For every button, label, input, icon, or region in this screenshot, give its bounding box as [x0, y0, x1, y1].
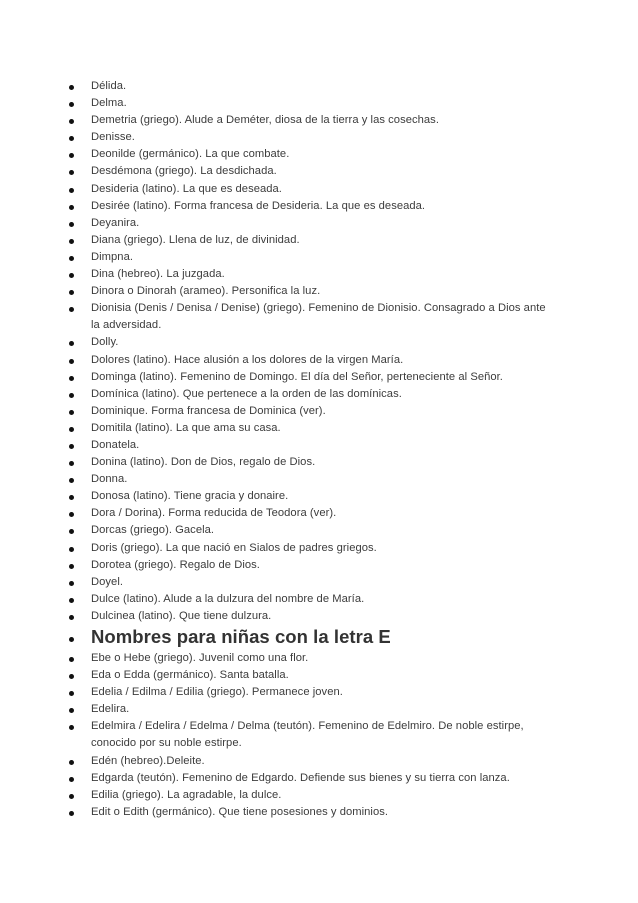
list-item-text: Edilia (griego). La agradable, la dulce.: [91, 788, 282, 801]
list-item-text: Dorotea (griego). Regalo de Dios.: [91, 558, 260, 571]
bullet-dot-icon: [69, 615, 74, 620]
list-item-text: Dominique. Forma francesa de Dominica (ver).: [91, 404, 326, 417]
bullet-dot-icon: [69, 495, 74, 500]
list-item-text: Edén (hebreo).Deleite.: [91, 754, 205, 767]
list-item: [68, 701, 548, 718]
list-item: [68, 215, 548, 232]
list-item-text: Dionisia (Denis / Denisa / Denise) (griego). Femenino de Dionisio. Consagrado a Dios ante la adversidad.: [91, 302, 546, 332]
list-item-text: Edgarda (teutón). Femenino de Edgardo. Defiende sus bienes y su tierra con lanza.: [91, 771, 510, 784]
list-item-text: Dorcas (griego). Gacela.: [91, 524, 215, 537]
bullet-dot-icon: [69, 637, 74, 642]
list-item-text: Denisse.: [91, 131, 135, 144]
list-item-text: Desideria (latino). La que es deseada.: [91, 182, 282, 195]
bullet-dot-icon: [69, 657, 74, 662]
bullet-dot-icon: [69, 85, 74, 90]
list-item-text: Ebe o Hebe (griego). Juvenil como una flor.: [91, 652, 309, 664]
list-item: [68, 667, 548, 684]
list-item: [68, 129, 548, 146]
list-item: [68, 540, 548, 557]
list-item: [68, 232, 548, 249]
list-item-text: Edit o Edith (germánico). Que tiene posesiones y dominios.: [91, 805, 389, 818]
list-item-text: Donna.: [91, 473, 128, 486]
bullet-dot-icon: [69, 410, 74, 415]
list-item: [68, 437, 548, 454]
bullet-dot-icon: [69, 444, 74, 449]
bullet-dot-icon: [69, 307, 74, 312]
list-item: [68, 403, 548, 420]
list-item: [68, 522, 548, 539]
bullet-dot-icon: [69, 376, 74, 381]
bullet-dot-icon: [69, 777, 74, 782]
section-heading-item: [68, 626, 548, 648]
list-item: [68, 454, 548, 471]
list-item-text: Dolly.: [91, 336, 119, 349]
bullet-dot-icon: [69, 581, 74, 586]
list-item: [68, 787, 548, 804]
list-item: [68, 574, 548, 591]
list-item: [68, 352, 548, 369]
bullet-dot-icon: [69, 547, 74, 552]
bullet-dot-icon: [69, 119, 74, 124]
bullet-dot-icon: [69, 256, 74, 261]
list-item: [68, 608, 548, 625]
bullet-dot-icon: [69, 691, 74, 696]
list-item: [68, 249, 548, 266]
bullet-dot-icon: [69, 341, 74, 346]
list-item-text: Edelmira / Edelira / Edelma / Delma (teutón). Femenino de Edelmiro. De noble estirpe, conocido por su noble estirpe.: [91, 720, 524, 750]
list-item-text: Délida.: [91, 80, 127, 92]
list-item-text: Deyanira.: [91, 216, 140, 229]
bullet-dot-icon: [69, 598, 74, 603]
bullet-dot-icon: [69, 427, 74, 432]
list-item-text: Demetria (griego). Alude a Deméter, diosa de la tierra y las cosechas.: [91, 114, 439, 127]
bullet-dot-icon: [69, 760, 74, 765]
list-item-text: Dimpna.: [91, 250, 134, 263]
bullet-dot-icon: [69, 461, 74, 466]
list-item: [68, 146, 548, 163]
list-item-text: Edelira.: [91, 703, 130, 716]
bullet-dot-icon: [69, 674, 74, 679]
bullet-dot-icon: [69, 239, 74, 244]
bullet-dot-icon: [69, 359, 74, 364]
list-item-text: Dora / Dorina). Forma reducida de Teodora (ver).: [91, 507, 337, 520]
list-item: [68, 505, 548, 522]
list-item: [68, 471, 548, 488]
list-item: [68, 300, 548, 334]
list-item-text: Dominga (latino). Femenino de Domingo. El día del Señor, perteneciente al Señor.: [91, 370, 503, 383]
bullet-dot-icon: [69, 512, 74, 517]
list-item: [68, 650, 548, 667]
list-item-text: Dina (hebreo). La juzgada.: [91, 268, 225, 281]
bullet-dot-icon: [69, 529, 74, 534]
list-item-text: Deonilde (germánico). La que combate.: [91, 148, 290, 161]
list-item: [68, 420, 548, 437]
bullet-dot-icon: [69, 188, 74, 193]
list-item-text: Dinora o Dinorah (arameo). Personifica la luz.: [91, 285, 321, 298]
list-item: [68, 181, 548, 198]
bullet-dot-icon: [69, 794, 74, 799]
bullet-dot-icon: [69, 811, 74, 816]
list-item-text: Doris (griego). La que nació en Sialos de padres griegos.: [91, 541, 377, 554]
bullet-dot-icon: [69, 393, 74, 398]
list-item: [68, 334, 548, 351]
list-item: [68, 684, 548, 701]
bullet-dot-icon: [69, 222, 74, 227]
bullet-dot-icon: [69, 564, 74, 569]
bullet-dot-icon: [69, 170, 74, 175]
bullet-dot-icon: [69, 478, 74, 483]
list-item-text: Desirée (latino). Forma francesa de Desideria. La que es deseada.: [91, 199, 426, 212]
list-item-text: Diana (griego). Llena de luz, de divinidad.: [91, 233, 300, 246]
list-item: [68, 557, 548, 574]
section-heading-text: Nombres para niñas con la letra E: [91, 626, 391, 647]
list-item: [68, 369, 548, 386]
list-item-text: Donina (latino). Don de Dios, regalo de Dios.: [91, 456, 316, 469]
list-item: [68, 770, 548, 787]
list-item-text: Edelia / Edilma / Edilia (griego). Permanece joven.: [91, 686, 343, 699]
bullet-dot-icon: [69, 273, 74, 278]
list-item: [68, 163, 548, 180]
list-item-text: Dolores (latino). Hace alusión a los dolores de la virgen María.: [91, 353, 404, 366]
list-item-text: Domitila (latino). La que ama su casa.: [91, 421, 281, 434]
list-item: [68, 753, 548, 770]
list-item: [68, 112, 548, 129]
bullet-dot-icon: [69, 153, 74, 158]
list-item-text: Dulce (latino). Alude a la dulzura del nombre de María.: [91, 592, 365, 605]
list-item: [68, 283, 548, 300]
list-item: [68, 78, 548, 95]
bullet-dot-icon: [69, 725, 74, 730]
list-item-text: Delma.: [91, 97, 127, 110]
list-item-text: Donosa (latino). Tiene gracia y donaire.: [91, 490, 289, 503]
list-item-text: Domínica (latino). Que pertenece a la orden de las domínicas.: [91, 387, 402, 400]
list-item: [68, 198, 548, 215]
bullet-dot-icon: [69, 205, 74, 210]
list-item: [68, 804, 548, 821]
list-item-text: Desdémona (griego). La desdichada.: [91, 165, 277, 178]
list-item: [68, 591, 548, 608]
bullet-dot-icon: [69, 136, 74, 141]
list-item: [68, 95, 548, 112]
list-item-text: Donatela.: [91, 438, 140, 451]
bullet-dot-icon: [69, 290, 74, 295]
list-item-text: Dulcinea (latino). Que tiene dulzura.: [91, 609, 272, 622]
list-item: [68, 266, 548, 283]
bullet-dot-icon: [69, 102, 74, 107]
list-item: [68, 386, 548, 403]
list-item: [68, 718, 548, 752]
bullet-dot-icon: [69, 708, 74, 713]
list-item-text: Eda o Edda (germánico). Santa batalla.: [91, 669, 289, 682]
list-item-text: Doyel.: [91, 575, 124, 588]
names-bullet-list: [68, 78, 548, 821]
list-item: [68, 488, 548, 505]
